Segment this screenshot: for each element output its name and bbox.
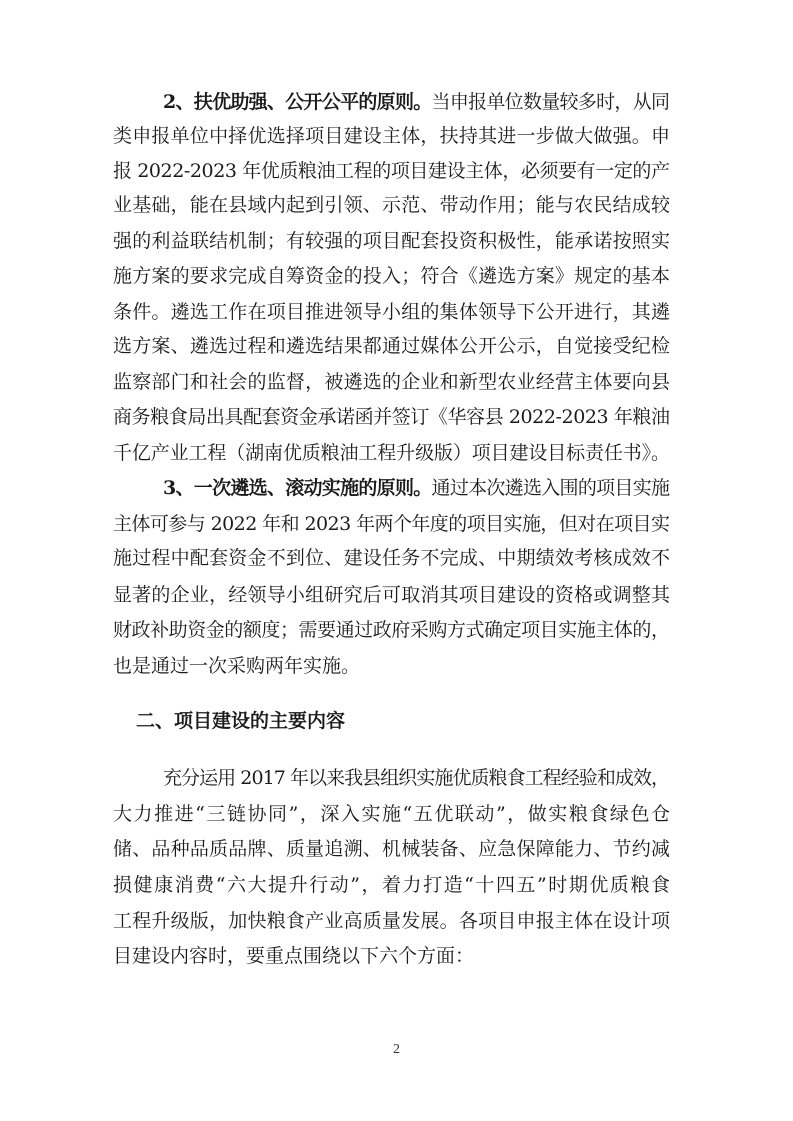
text-line	[0, 370, 793, 394]
text-line	[0, 90, 793, 114]
text-line	[0, 264, 793, 288]
line-text: 报 2022-2023 年优质粮油工程的项目建设主体，必须要有一定的产	[113, 160, 670, 182]
line-text: 显著的企业，经领导小组研究后可取消其项目建设的资格或调整其	[113, 584, 671, 606]
line-content	[113, 159, 670, 183]
line-content	[136, 709, 345, 733]
line-content	[113, 334, 670, 358]
line-text: 施过程中配套资金不到位、建设任务不完成、中期绩效考核成效不	[113, 547, 671, 569]
line-text: 当申报单位数量较多时，从同	[431, 91, 670, 113]
line-content	[113, 546, 670, 570]
text-line	[0, 709, 793, 733]
text-line	[0, 193, 793, 217]
text-line	[0, 837, 793, 861]
text-line	[0, 654, 793, 678]
text-line	[0, 441, 793, 465]
line-text: 目建设内容时，要重点围绕以下六个方面：	[113, 945, 475, 967]
line-content	[113, 654, 360, 678]
text-line	[0, 802, 793, 826]
bold-heading: 2、扶优助强、公开公平的原则。	[163, 91, 432, 113]
line-content	[113, 873, 672, 897]
text-line	[0, 873, 793, 897]
page-number: 2	[393, 1042, 400, 1057]
line-content	[113, 512, 669, 536]
line-text: 财政补助资金的额度；需要通过政府采购方式确定项目实施主体的，	[113, 619, 670, 641]
line-content	[113, 300, 670, 324]
text-line	[0, 159, 793, 183]
line-content	[113, 124, 670, 148]
line-content	[113, 837, 670, 861]
text-line	[0, 909, 793, 933]
line-content	[113, 405, 670, 429]
line-content	[113, 370, 670, 394]
line-text: 类申报单位中择优选择项目建设主体，扶持其进一步做大做强。申	[113, 125, 671, 147]
line-content	[113, 944, 474, 968]
text-line	[0, 476, 793, 500]
bold-heading: 二、项目建设的主要内容	[136, 710, 346, 732]
line-content	[113, 618, 670, 642]
line-text: 也是通过一次采购两年实施。	[113, 655, 361, 677]
line-content	[163, 766, 669, 790]
text-line	[0, 546, 793, 570]
line-content	[113, 909, 670, 933]
line-text: 施方案的要求完成自筹资金的投入；符合《遴选方案》规定的基本	[113, 265, 671, 287]
line-text: 条件。遴选工作在项目推进领导小组的集体领导下公开进行，其遴	[113, 301, 671, 323]
bold-heading: 3、一次遴选、滚动实施的原则。	[163, 477, 432, 499]
text-line	[0, 618, 793, 642]
line-content	[163, 90, 669, 114]
text-line	[0, 512, 793, 536]
line-text: 损健康消费“六大提升行动”，着力打造“十四五”时期优质粮食	[113, 874, 672, 896]
line-text: 主体可参与 2022 年和 2023 年两个年度的项目实施，但对在项目实	[113, 513, 670, 535]
line-text: 工程升级版，加快粮食产业高质量发展。各项目申报主体在设计项	[113, 910, 671, 932]
line-content	[113, 441, 670, 465]
text-line	[0, 334, 793, 358]
line-text: 选方案、遴选过程和遴选结果都通过媒体公开公示，自觉接受纪检	[113, 335, 671, 357]
line-text: 储、品种品质品牌、质量追溯、机械装备、应急保障能力、节约减	[113, 838, 671, 860]
text-line	[0, 944, 793, 968]
text-line	[0, 300, 793, 324]
line-text: 充分运用 2017 年以来我县组织实施优质粮食工程经验和成效，	[163, 767, 670, 789]
line-text: 监察部门和社会的监督，被遴选的企业和新型农业经营主体要向县	[113, 371, 671, 393]
text-line	[0, 405, 793, 429]
line-text: 强的利益联结机制；有较强的项目配套投资积极性，能承诺按照实	[113, 230, 671, 252]
line-text: 千亿产业工程（湖南优质粮油工程升级版）项目建设目标责任书》。	[113, 442, 670, 464]
line-text: 大力推进“三链协同”，深入实施“五优联动”，做实粮食绿色仓	[113, 803, 672, 825]
line-content	[113, 229, 670, 253]
line-text: 商务粮食局出具配套资金承诺函并签订《华容县 2022-2023 年粮油	[113, 406, 670, 428]
line-content	[113, 802, 672, 826]
line-content	[113, 264, 670, 288]
text-line	[0, 766, 793, 790]
text-line	[0, 229, 793, 253]
text-line	[0, 583, 793, 607]
line-content	[163, 476, 669, 500]
line-text: 业基础，能在县域内起到引领、示范、带动作用；能与农民结成较	[113, 194, 671, 216]
line-content	[113, 583, 670, 607]
line-content	[113, 193, 670, 217]
line-text: 通过本次遴选入围的项目实施	[431, 477, 670, 499]
text-line	[0, 124, 793, 148]
